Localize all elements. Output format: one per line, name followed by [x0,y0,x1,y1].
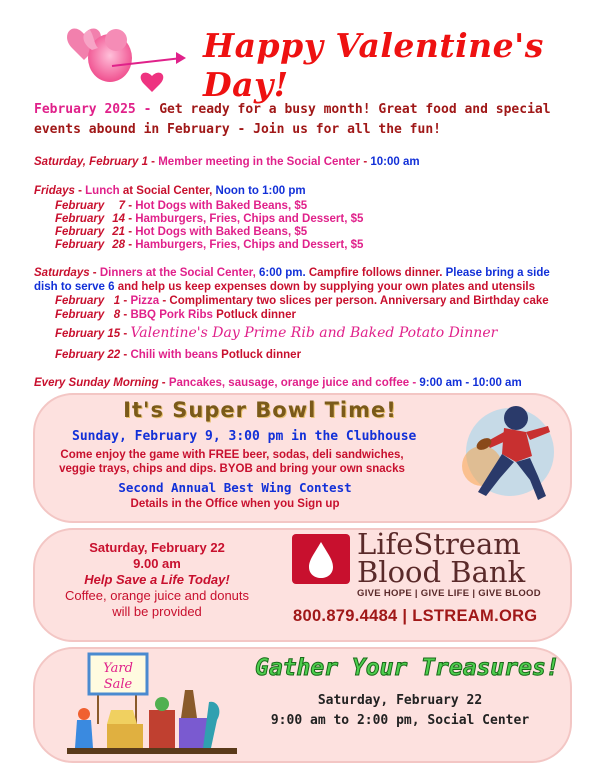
super-bowl-details: Details in the Office when you Sign up [130,498,340,510]
member-meeting-time: 10:00 am [370,156,420,168]
saturday-item-dash: - [120,328,131,340]
fridays-time: Noon to 1:00 pm [215,185,306,197]
saturdays-header [34,266,550,280]
saturday-item-note: Potluck dinner [212,309,296,321]
saturday-item-dash: - [120,349,131,361]
sunday-label: Every Sunday Morning [34,377,159,389]
super-bowl-title: It's Super Bowl Time! [123,398,397,422]
friday-item-day: 21 [112,226,125,238]
member-meeting-dash: - [360,156,371,168]
saturday-item-food: Chili with beans [130,349,218,361]
saturdays-time: 6:00 pm. [255,267,306,279]
saturday-item-note: Potluck dinner [217,349,302,361]
friday-item: February 21 - Hot Dogs with Baked Beans, $5 [55,226,308,238]
fridays-lunch: Lunch [85,185,120,197]
cupid-icon [64,14,190,98]
friday-item-day: 7 [118,200,125,212]
lifestream-contact: 800.879.4484 | LSTREAM.ORG [293,607,538,625]
saturdays-line2 [34,280,535,294]
member-meeting-day: Saturday, February 1 [34,156,148,168]
super-bowl-date: Sunday, February 9, 3:00 pm in the Clubhouse [72,429,417,444]
fridays-header [34,184,306,198]
blood-drop-logo-icon [292,534,350,584]
saturday-item-food: BBQ Pork Ribs [130,309,213,321]
sunday-time: 9:00 am - 10:00 am [419,377,522,389]
super-bowl-contest: Second Annual Best Wing Contest [118,480,352,495]
sunday-dash: - [158,377,169,389]
yard-sale-clutter-icon [67,650,237,756]
saturday-item-dash: - [120,295,131,307]
blood-drive-headline: Help Save a Life Today! [84,572,230,587]
friday-item-menu: Hamburgers, Fries, Chips and Dessert, $5 [135,239,364,251]
saturdays-bring: Please bring a side [442,267,550,279]
saturday-item [55,308,296,322]
friday-item-menu: Hamburgers, Fries, Chips and Dessert, $5 [135,213,364,225]
friday-item: February 7 - Hot Dogs with Baked Beans, $5 [55,200,308,212]
saturday-item-note: - Complimentary two slices per person. Anniversary and Birthday cake [159,295,549,307]
football-player-icon [452,396,560,508]
blood-drive-line2: will be provided [112,604,202,619]
friday-item-day: 14 [112,213,125,225]
friday-item-month: February [55,239,105,251]
yard-sale-sign-line2: Sale [103,677,133,692]
lifestream-name-line1: LifeStream [357,527,521,561]
saturday-item-date: February 8 [55,309,121,321]
yard-sale-time: 9:00 am to 2:00 pm, Social Center [270,713,530,728]
fridays-dash: - [74,185,86,197]
friday-item-menu: Hot Dogs with Baked Beans, $5 [135,200,308,212]
friday-item-month: February [55,213,105,225]
yard-sale-title: Gather Your Treasures! [255,655,560,681]
saturdays-campfire: Campfire follows dinner. [305,267,443,279]
member-meeting-desc: Member meeting in the Social Center [158,156,361,168]
saturdays-label: Saturdays [34,267,90,279]
saturdays-line2b: and help us keep expenses down by supplying your own plates and utensils [114,281,536,293]
blood-drive-line1: Coffee, orange juice and donuts [64,588,250,603]
friday-item-day: 28 [112,239,125,251]
yard-sale-date: Saturday, February 22 [317,693,483,708]
fridays-label: Fridays [34,185,75,197]
saturday-item-dash: - [120,309,131,321]
fridays-at: at Social Center, [119,185,216,197]
friday-item-month: February [55,200,105,212]
saturday-item-date: February 1 [55,295,121,307]
super-bowl-body: Come enjoy the game with FREE beer, sodas, deli sandwiches, veggie trays, chips and dips. BYOB and bring your own snacks [59,449,405,475]
page-title: Happy Valentine's Day! [203,26,544,104]
saturday-item [55,294,549,308]
lifestream-tagline: GIVE HOPE | GIVE LIFE | GIVE BLOOD [357,588,541,599]
lifestream-logo-text [357,527,526,589]
member-meeting-sep: - [147,156,159,168]
friday-item: February 14 - Hamburgers, Fries, Chips and Dessert, $5 [55,213,364,225]
blood-drive-date: Saturday, February 22 [89,540,225,555]
sunday-line [34,376,522,390]
intro-paragraph [34,100,574,140]
friday-item-menu: Hot Dogs with Baked Beans, $5 [135,226,308,238]
lifestream-name-line2: Blood Bank [357,555,526,589]
friday-item: February 28 - Hamburgers, Fries, Chips and Dessert, $5 [55,239,364,251]
member-meeting-line [34,155,420,169]
blood-drive-time: 9.00 am [133,556,181,571]
saturday-item [55,326,497,341]
friday-item-month: February [55,226,105,238]
saturday-item [55,348,301,362]
saturday-item-food: Valentine's Day Prime Rib and Baked Potato Dinner [130,325,498,341]
saturdays-dash: - [89,267,100,279]
blood-drive-info [52,540,262,620]
intro-text: Get ready for a busy month! Great food and special events abound in February - Join us for all the fun! [34,102,551,137]
intro-month: February 2025 - [34,102,152,117]
yard-sale-sign-line1: Yard [103,661,133,676]
saturday-item-food: Pizza [130,295,160,307]
saturday-item-date: February 22 [55,349,121,361]
saturday-item-date: February 15 [55,328,121,340]
saturdays-dinners: Dinners at the Social Center, [99,267,256,279]
saturdays-line2a: dish to serve 6 [34,281,115,293]
sunday-food: Pancakes, sausage, orange juice and coffee - [168,377,420,389]
